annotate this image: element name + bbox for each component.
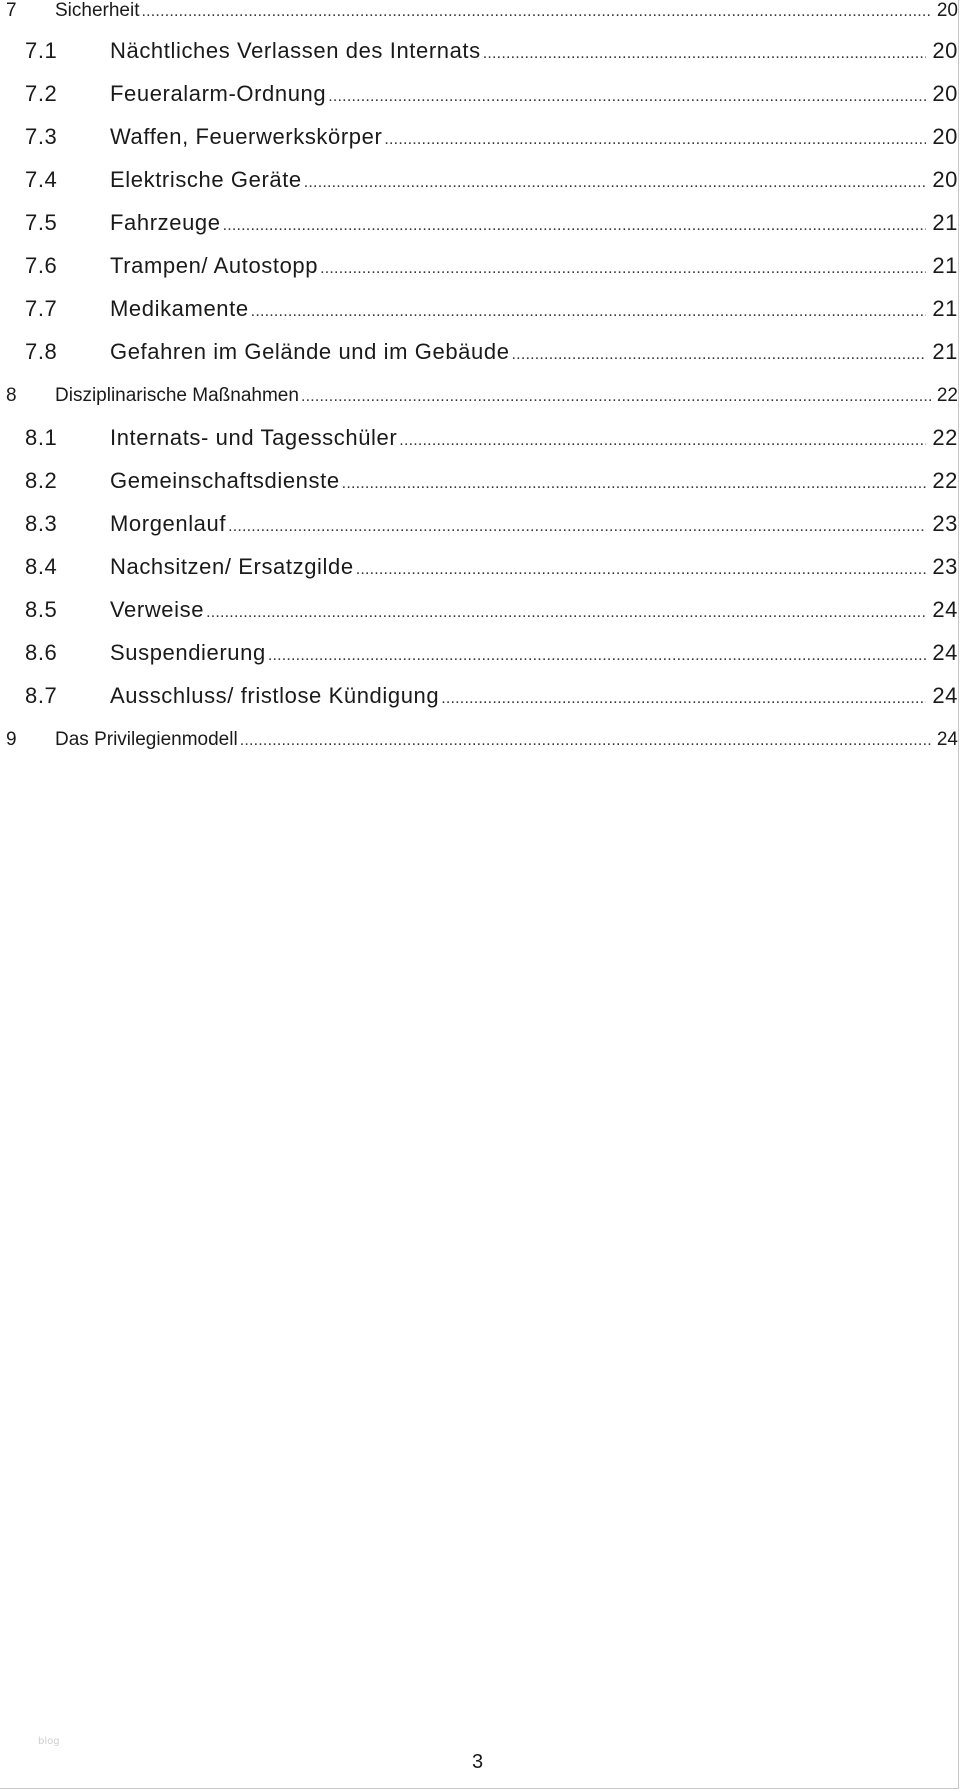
toc-entry-title: Suspendierung [110, 640, 266, 665]
toc-entry-page: 20 [932, 38, 958, 63]
toc-entry-page: 22 [932, 425, 958, 450]
toc-dot-leader [441, 683, 926, 709]
toc-entry-number: 8.4 [25, 554, 58, 579]
toc-entry-7-1[interactable] [25, 38, 958, 64]
toc-entry-number: 7.4 [25, 167, 58, 192]
page-number: 3 [472, 1751, 484, 1773]
toc-entry-page: 20 [932, 81, 958, 106]
toc-entry-title: Disziplinarische Maßnahmen [55, 385, 299, 406]
toc-dot-leader [228, 511, 926, 537]
toc-entry-title: Elektrische Geräte [110, 167, 302, 192]
toc-dot-leader [512, 339, 927, 365]
toc-entry-page: 24 [932, 683, 958, 708]
toc-entry-page: 21 [932, 296, 958, 321]
toc-entry-page: 22 [932, 468, 958, 493]
toc-entry-7-7[interactable] [25, 296, 958, 322]
toc-entry-page: 24 [936, 729, 958, 750]
toc-entry-number: 8.2 [25, 468, 58, 493]
toc-dot-leader [399, 425, 926, 451]
toc-entry-title: Das Privilegienmodell [55, 729, 238, 750]
toc-entry-number: 7.7 [25, 296, 58, 321]
toc-entry-8-4[interactable] [25, 554, 958, 580]
toc-entry-8-3[interactable] [25, 511, 958, 537]
toc-dot-leader [328, 81, 926, 107]
toc-entry-page: 24 [932, 640, 958, 665]
toc-entry-title: Nächtliches Verlassen des Internats [110, 38, 481, 63]
toc-entry-title: Ausschluss/ fristlose Kündigung [110, 683, 440, 708]
toc-entry-page: 23 [932, 554, 958, 579]
toc-entry-page: 20 [932, 124, 958, 149]
toc-entry-number: 7.2 [25, 81, 58, 106]
toc-entry-title: Feueralarm-Ordnung [110, 81, 327, 106]
toc-entry-8[interactable] [6, 385, 958, 407]
toc-entry-title: Waffen, Feuerwerkskörper [110, 124, 383, 149]
watermark-text: blog [38, 1736, 60, 1747]
toc-entry-number: 7 [6, 0, 17, 21]
toc-dot-leader [320, 253, 926, 279]
toc-entry-number: 8.5 [25, 597, 58, 622]
toc-entry-page: 21 [932, 339, 958, 364]
toc-entry-number: 7.1 [25, 38, 58, 63]
toc-entry-8-2[interactable] [25, 468, 958, 494]
toc-entry-title: Sicherheit [55, 0, 140, 21]
toc-entry-8-6[interactable] [25, 640, 958, 666]
toc-dot-leader [483, 38, 927, 64]
toc-dot-leader [356, 554, 927, 580]
toc-entry-page: 23 [932, 511, 958, 536]
toc-entry-number: 8.6 [25, 640, 58, 665]
toc-dot-leader [268, 640, 927, 666]
toc-entry-7-5[interactable] [25, 210, 958, 236]
toc-entry-page: 20 [936, 0, 958, 21]
toc-entry-title: Medikamente [110, 296, 249, 321]
toc-entry-title: Morgenlauf [110, 511, 227, 536]
toc-entry-title: Gefahren im Gelände und im Gebäude [110, 339, 510, 364]
toc-dot-leader [301, 385, 931, 407]
toc-entry-7-2[interactable] [25, 81, 958, 107]
toc-entry-7-4[interactable] [25, 167, 958, 193]
toc-entry-page: 21 [932, 210, 958, 235]
toc-dot-leader [142, 0, 931, 22]
toc-entry-number: 8.7 [25, 683, 58, 708]
toc-entry-title: Gemeinschaftsdienste [110, 468, 340, 493]
toc-entry-number: 9 [6, 729, 17, 750]
toc-dot-leader [342, 468, 927, 494]
toc-entry-9[interactable] [6, 729, 958, 751]
toc-entry-number: 8 [6, 385, 17, 406]
toc-entry-page: 20 [932, 167, 958, 192]
toc-dot-leader [223, 210, 927, 236]
toc-entry-number: 7.6 [25, 253, 58, 278]
toc-entry-number: 7.8 [25, 339, 58, 364]
toc-dot-leader [251, 296, 927, 322]
toc-entry-title: Trampen/ Autostopp [110, 253, 319, 278]
toc-entry-7-6[interactable] [25, 253, 958, 279]
toc-dot-leader [240, 729, 931, 751]
toc-dot-leader [304, 167, 927, 193]
toc-entry-7[interactable] [6, 0, 958, 22]
toc-entry-page: 21 [932, 253, 958, 278]
toc-dot-leader [206, 597, 926, 623]
toc-entry-8-7[interactable] [25, 683, 958, 709]
toc-entry-page: 24 [932, 597, 958, 622]
toc-entry-title: Internats- und Tagesschüler [110, 425, 398, 450]
toc-entry-number: 8.3 [25, 511, 58, 536]
toc-entry-8-5[interactable] [25, 597, 958, 623]
toc-entry-8-1[interactable] [25, 425, 958, 451]
toc-entry-number: 7.5 [25, 210, 58, 235]
toc-dot-leader [384, 124, 926, 150]
toc-entry-title: Verweise [110, 597, 205, 622]
toc-entry-7-8[interactable] [25, 339, 958, 365]
toc-entry-number: 7.3 [25, 124, 58, 149]
toc-entry-page: 22 [936, 385, 958, 406]
toc-entry-title: Nachsitzen/ Ersatzgilde [110, 554, 354, 579]
toc-entry-title: Fahrzeuge [110, 210, 221, 235]
toc-entry-7-3[interactable] [25, 124, 958, 150]
toc-entry-number: 8.1 [25, 425, 58, 450]
